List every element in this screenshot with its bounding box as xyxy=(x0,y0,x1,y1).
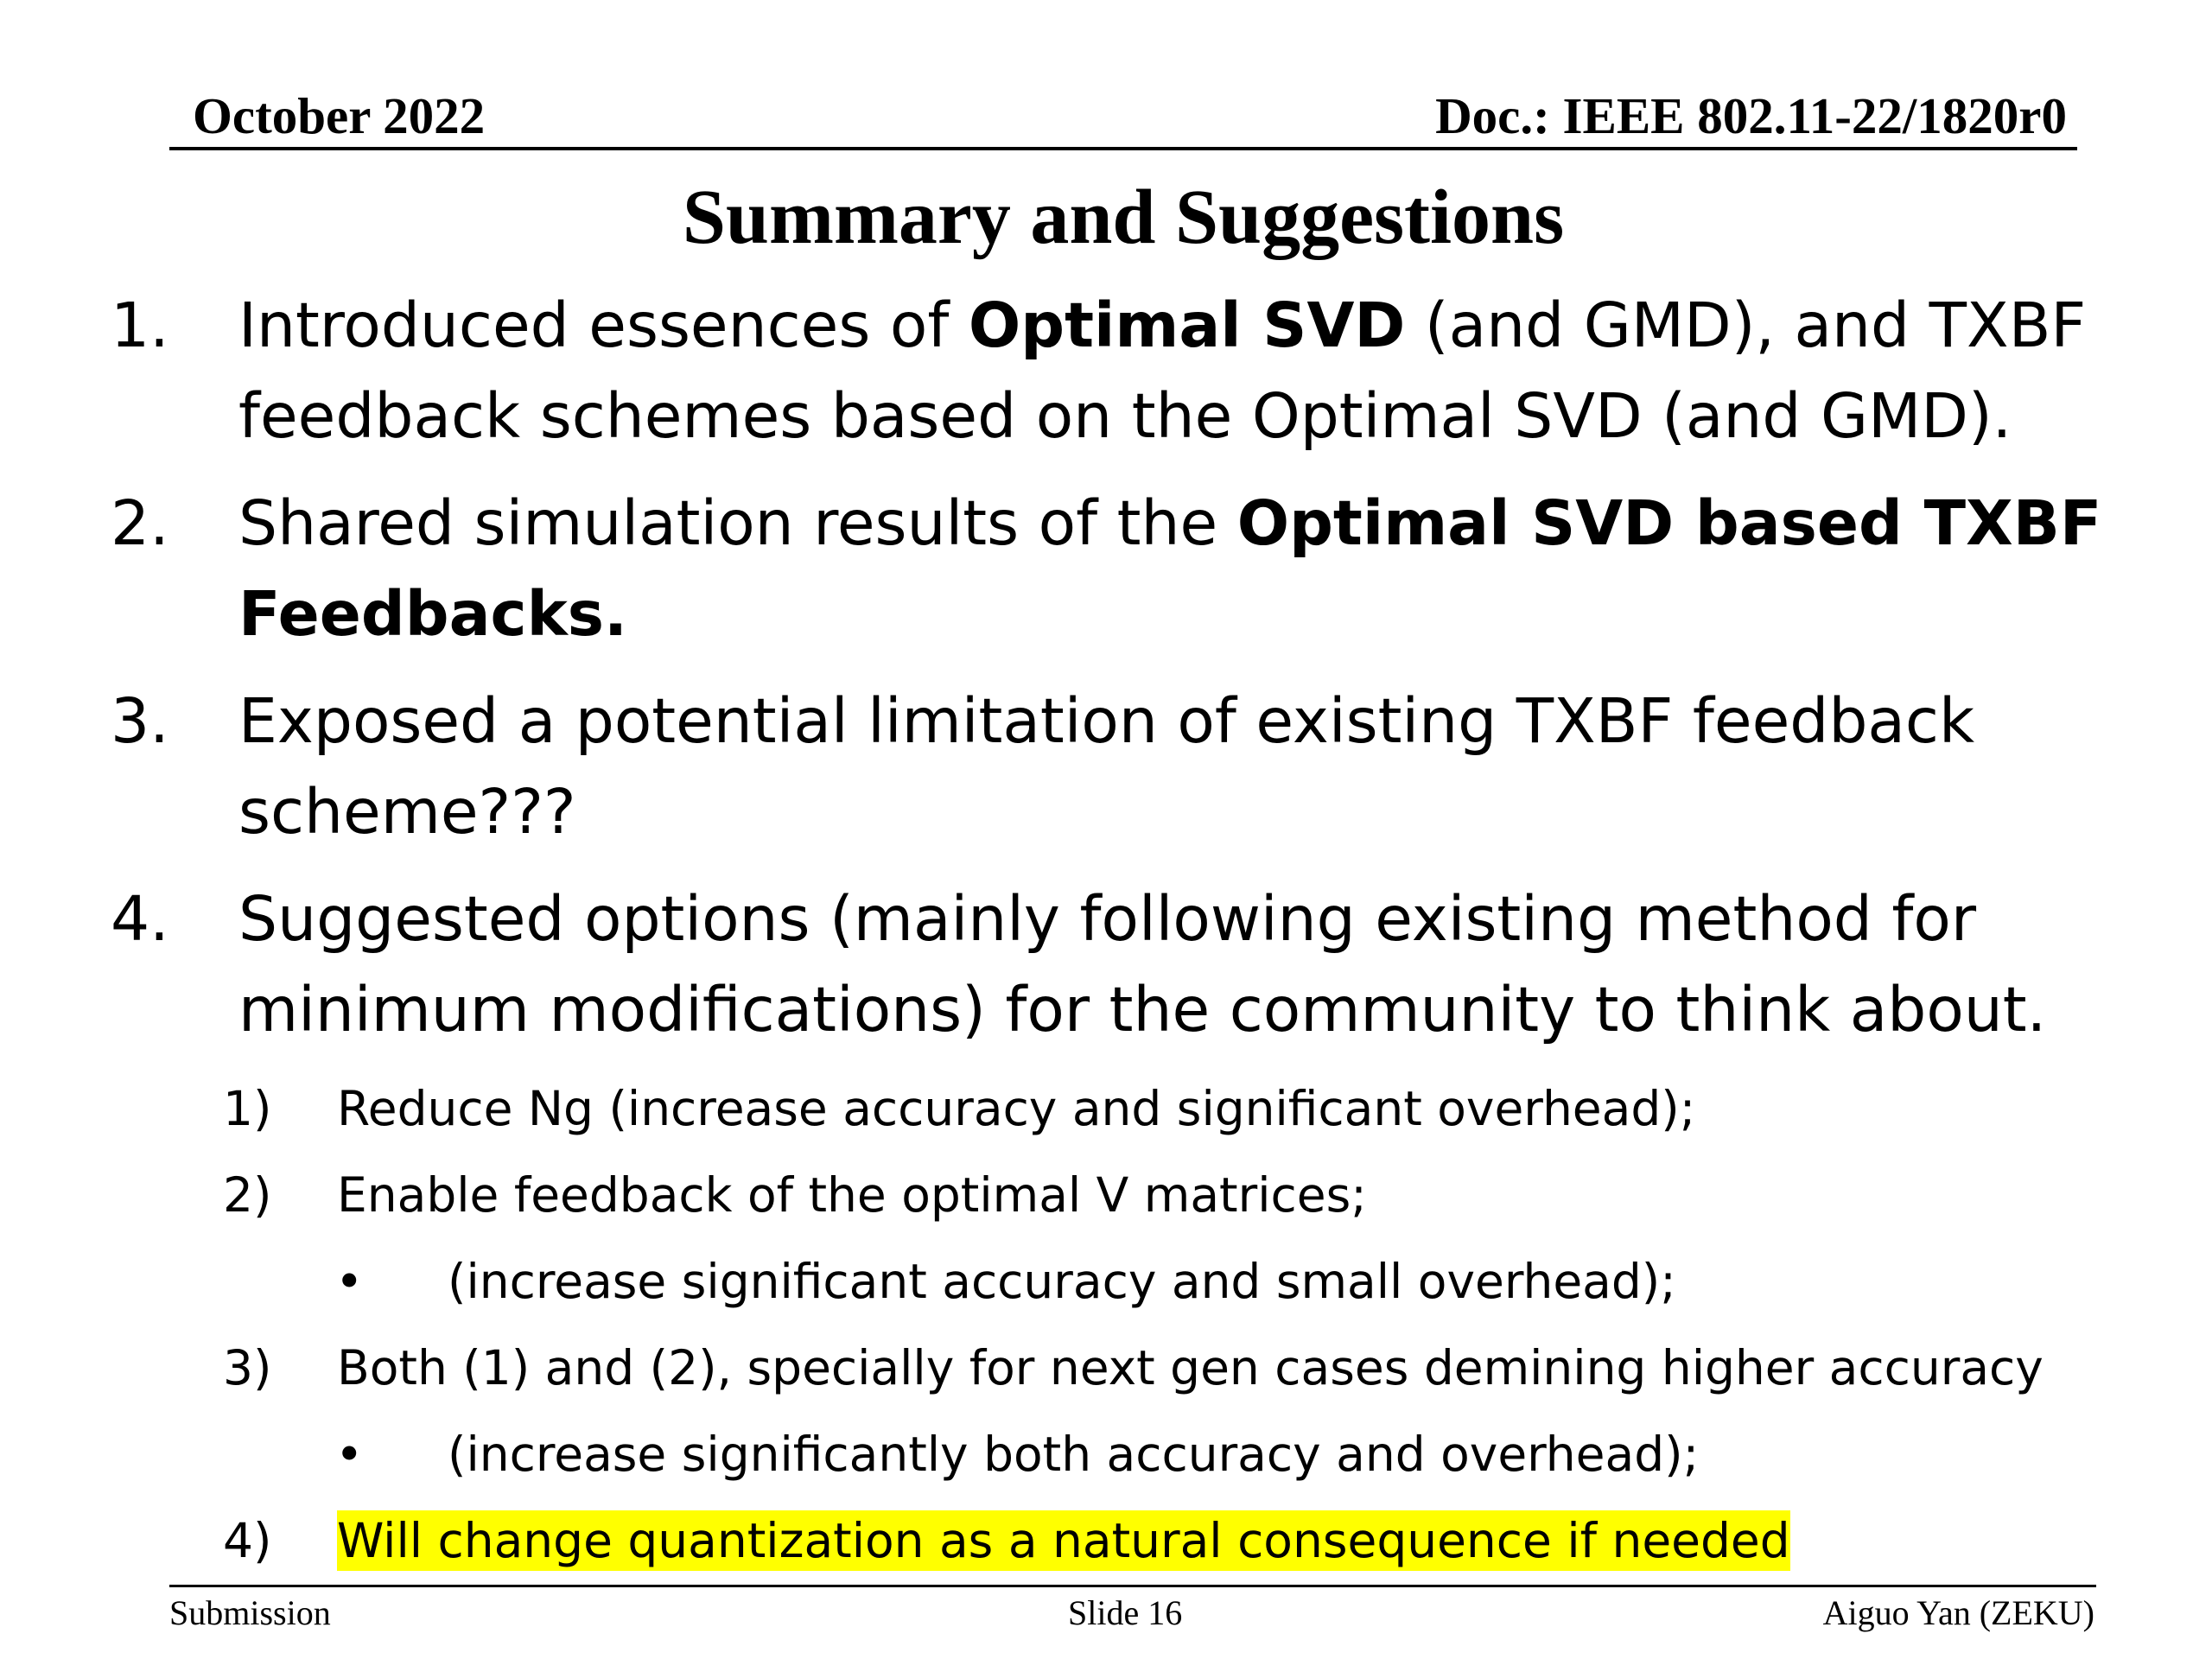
list-item-text: Suggested options (mainly following existing method for xyxy=(238,883,1977,955)
sub-item-number: 1) xyxy=(223,1081,272,1136)
list-item-text: Exposed a potential limitation of existing TXBF feedback xyxy=(238,685,1975,757)
sub-bullet-text: (increase significantly both accuracy and overhead); xyxy=(448,1427,1700,1482)
list-item-text: feedback schemes based on the Optimal SVD (and GMD). xyxy=(238,380,2012,452)
list-item-bold-text: Optimal SVD xyxy=(968,289,1406,361)
footer-submission: Submission xyxy=(169,1593,331,1632)
sub-item-text: Reduce Ng (increase accuracy and significant overhead); xyxy=(337,1081,1696,1136)
list-item-number: 1. xyxy=(111,289,169,361)
sub-item-number: 2) xyxy=(223,1167,272,1223)
header-divider xyxy=(169,147,2077,150)
sub-item-text: Enable feedback of the optimal V matrices; xyxy=(337,1167,1367,1223)
list-item-text: (and GMD), and TXBF xyxy=(1405,289,2087,361)
list-item-bold-text: Optimal SVD based TXBF xyxy=(1236,487,2102,559)
list-item-text: Shared simulation results of the xyxy=(238,487,1237,559)
list-item-text: scheme??? xyxy=(238,776,576,848)
sub-bullet-text: (increase significant accuracy and small overhead); xyxy=(448,1254,1676,1309)
list-item-bold-text: Feedbacks. xyxy=(238,578,628,650)
list-item-number: 3. xyxy=(111,685,169,757)
footer-slide-number: Slide 16 xyxy=(1068,1593,1183,1632)
sub-item-number: 3) xyxy=(223,1340,272,1395)
slide-title: Summary and Suggestions xyxy=(682,175,1565,260)
sub-item-text: Both (1) and (2), specially for next gen cases demining higher accuracy xyxy=(337,1340,2044,1395)
header-date: October 2022 xyxy=(193,87,486,144)
footer-divider xyxy=(169,1585,2096,1587)
list-item-number: 2. xyxy=(111,487,169,559)
list-item-number: 4. xyxy=(111,883,169,955)
bullet-icon: • xyxy=(335,1427,364,1482)
list-item-text: minimum modifications) for the community to think about. xyxy=(238,974,2047,1046)
bullet-icon: • xyxy=(335,1254,364,1309)
highlighted-sub-item-text: Will change quantization as a natural consequence if needed xyxy=(337,1510,1790,1571)
header-doc-id: Doc.: IEEE 802.11-22/1820r0 xyxy=(1435,87,2067,144)
list-item-text: Introduced essences of xyxy=(238,289,969,361)
sub-item-number: 4) xyxy=(223,1513,272,1568)
footer-author: Aiguo Yan (ZEKU) xyxy=(1822,1593,2094,1632)
